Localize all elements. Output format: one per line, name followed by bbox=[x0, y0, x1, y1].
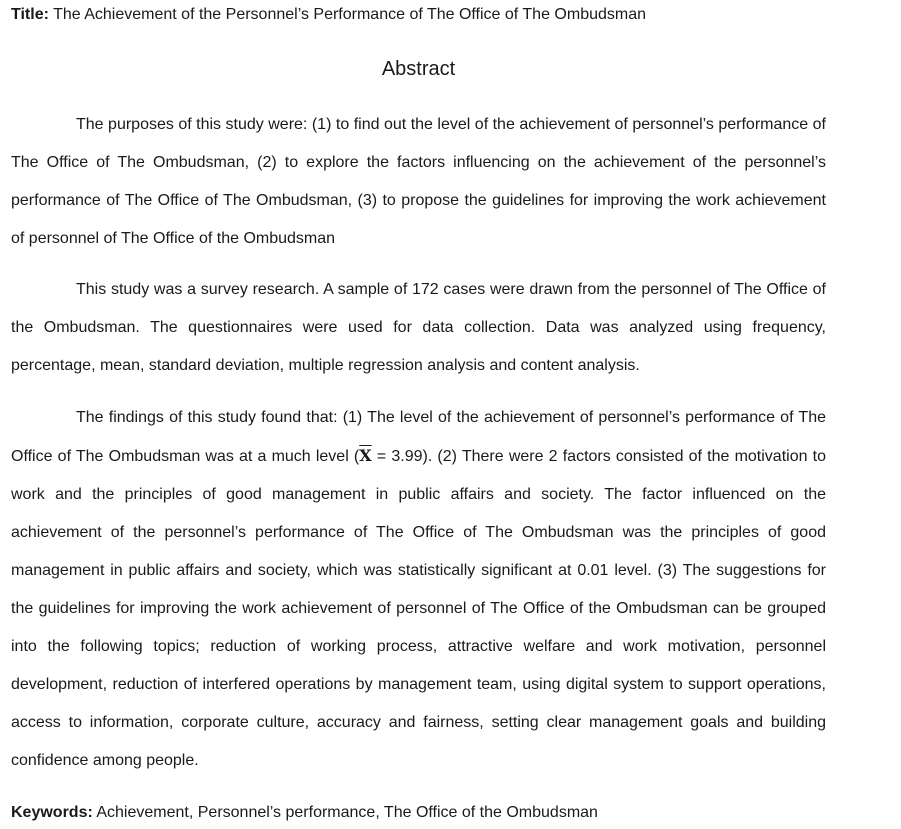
abstract-paragraph-method: This study was a survey research. A sample of 172 cases were drawn from the personnel of The Office of the Ombudsman. The questionnaires were used for data collection. Data was analyzed using frequency, percentage, mean, standard deviation, multiple regression analysis and content analysis. bbox=[11, 281, 826, 374]
abstract-paragraph-findings bbox=[11, 399, 826, 780]
paper-title: The Achievement of the Personnel’s Performance of The Office of The Ombudsman bbox=[53, 6, 647, 23]
title-line bbox=[11, 5, 646, 25]
findings-text-rest: = 3.99). (2) There were 2 factors consisted of the motivation to work and the principles of good management in public affairs and society. The factor influenced on the achievement of the personnel’s performance of The Office of The Ombudsman was the principles of good management in public affairs and society, which was statistically significant at 0.01 level. (3) The suggestions for the guidelines for improving the work achievement of personnel of The Office of the Ombudsman can be grouped into the following topics; reduction of working process, attractive welfare and work motivation, personnel development, reduction of interfered operations by management team, using digital system to support operations, access to information, corporate culture, accuracy and fairness, setting clear management goals and building confidence among people. bbox=[11, 448, 826, 769]
findings-text-start: The findings of this study found that: (1) The level of the achievement of personnel’s performance of The Office of The Ombudsman was at a much level ( bbox=[11, 409, 826, 465]
keywords-list: Achievement, Personnel’s performance, The Office of the Ombudsman bbox=[96, 804, 598, 821]
mean-symbol: $\overline{X}$ bbox=[359, 446, 372, 465]
keywords-line bbox=[11, 803, 598, 823]
title-label: Title: bbox=[11, 6, 49, 23]
abstract-heading: Abstract bbox=[381, 58, 456, 80]
abstract-paragraph-purposes: The purposes of this study were: (1) to find out the level of the achievement of personnel’s performance of The Office of The Ombudsman, (2) to explore the factors influencing on the achievement of the personnel’s performance of The Office of The Ombudsman, (3) to propose the guidelines for improving the work achievement of personnel of The Office of the Ombudsman bbox=[11, 116, 826, 247]
keywords-label: Keywords: bbox=[11, 804, 93, 821]
